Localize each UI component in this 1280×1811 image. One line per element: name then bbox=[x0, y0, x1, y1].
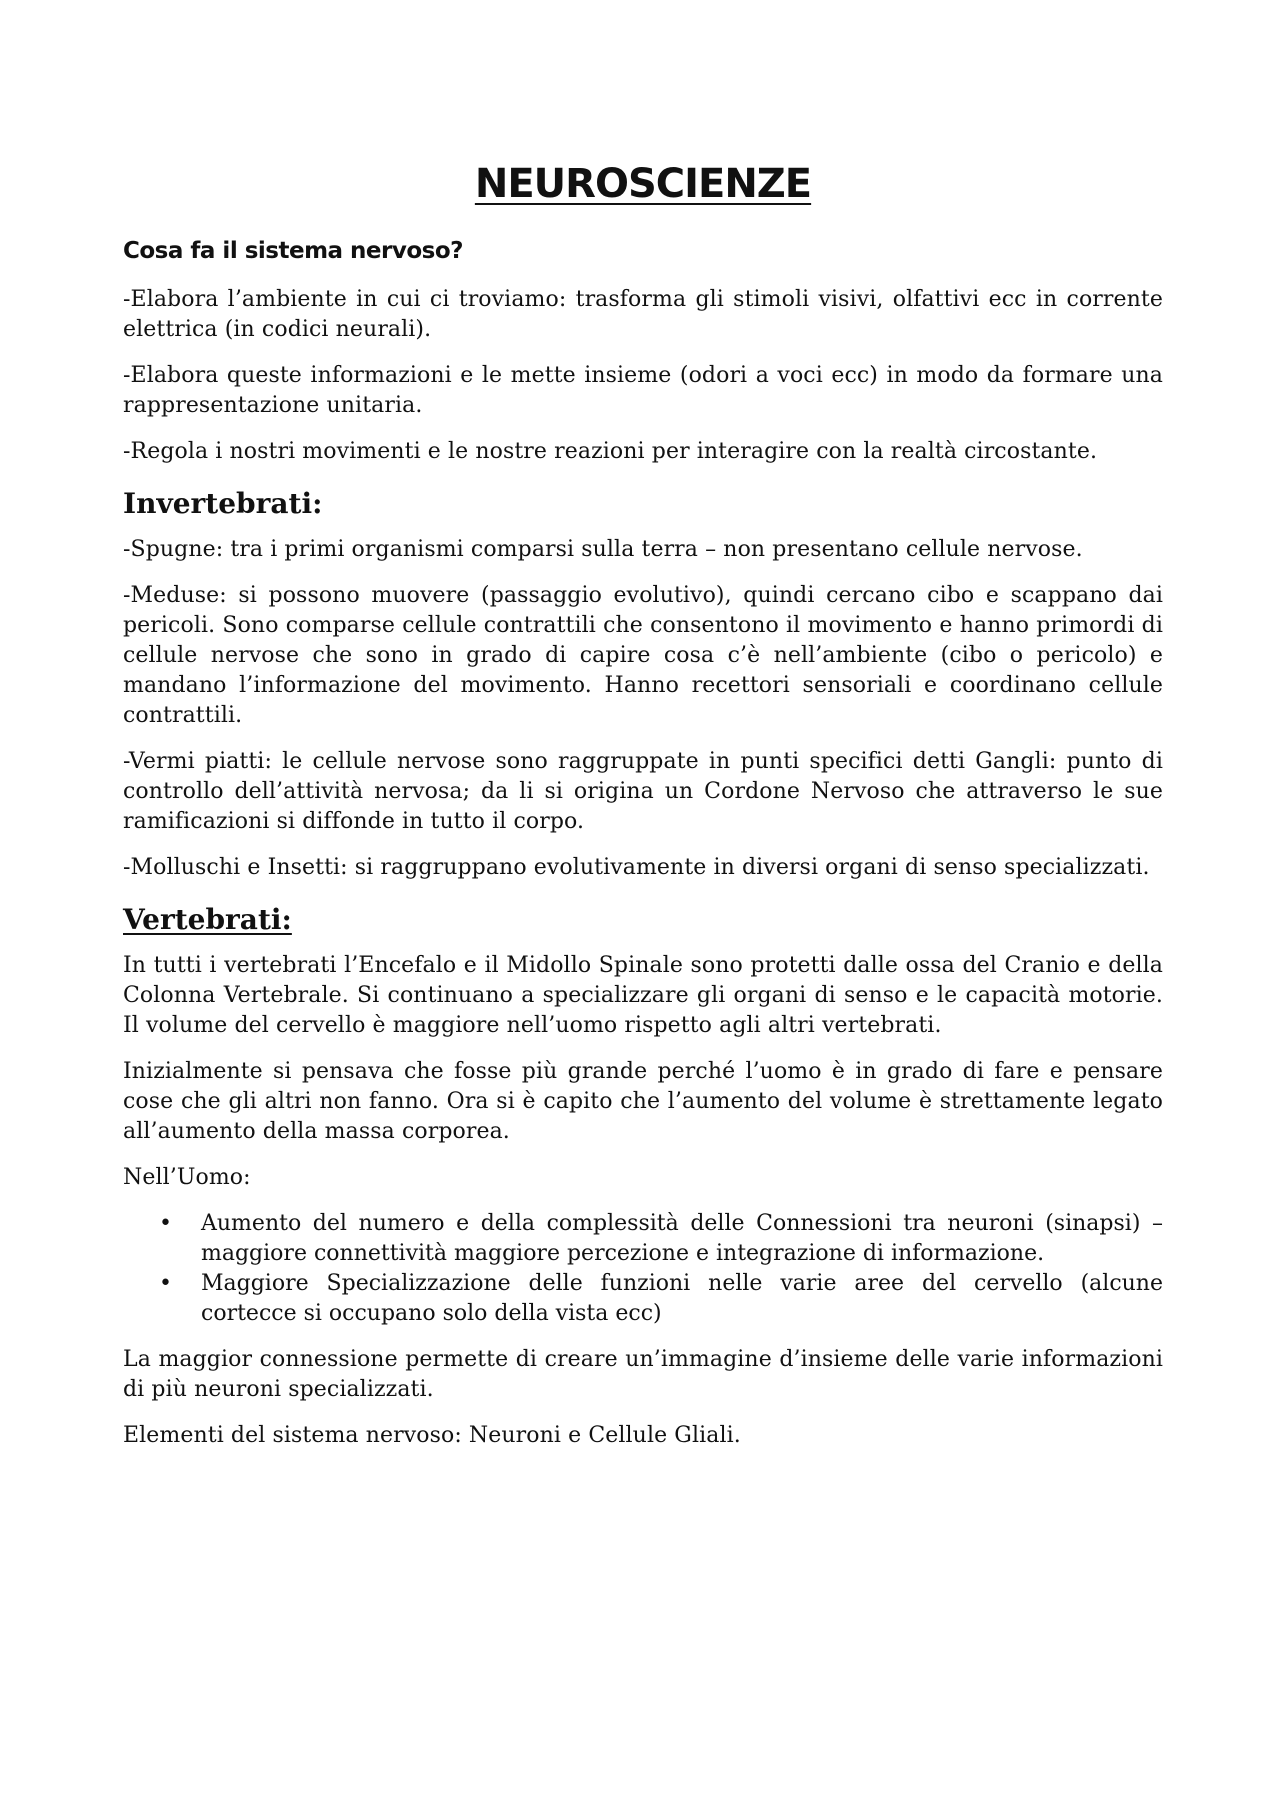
intro-paragraph-2: -Elabora queste informazioni e le mette insieme (odori a voci ecc) in modo da formare una rappresentazione unitaria. bbox=[123, 363, 1163, 418]
intro-paragraph-3: -Regola i nostri movimenti e le nostre reazioni per interagire con la realtà circostante. bbox=[123, 439, 1098, 464]
bullet-icon: • bbox=[159, 1271, 172, 1296]
invertebrati-paragraph-1: -Spugne: tra i primi organismi comparsi sulla terra – non presentano cellule nervose. bbox=[123, 537, 1083, 562]
invertebrati-paragraph-3: -Vermi piatti: le cellule nervose sono raggruppate in punti specifici detti Gangli: punto di controllo dell’attività nervosa; da li si origina un Cordone Nervoso che attraverso le sue ramificazioni si diffonde in tutto il corpo. bbox=[123, 749, 1163, 834]
vertebrati-paragraph-1: In tutti i vertebrati l’Encefalo e il Midollo Spinale sono protetti dalle ossa del Cranio e della Colonna Vertebrale. Si continuano a specializzare gli organi di senso e le capacità motorie. Il volume del cervello è maggiore nell’uomo rispetto agli altri vertebrati. bbox=[123, 953, 1163, 1038]
bullet-list bbox=[123, 1209, 1163, 1329]
document-body bbox=[123, 285, 1163, 1467]
list-item bbox=[159, 1269, 1163, 1329]
list-item bbox=[159, 1209, 1163, 1269]
invertebrati-paragraph-4: -Molluschi e Insetti: si raggruppano evolutivamente in diversi organi di senso specializzati. bbox=[123, 855, 1150, 880]
closing-paragraph-2: Elementi del sistema nervoso: Neuroni e Cellule Gliali. bbox=[123, 1423, 741, 1448]
section-heading-vertebrati: Vertebrati: bbox=[123, 903, 292, 936]
intro-paragraph-1: -Elabora l’ambiente in cui ci troviamo: trasforma gli stimoli visivi, olfattivi ecc in corrente elettrica (in codici neurali). bbox=[123, 287, 1163, 342]
vertebrati-paragraph-2: Inizialmente si pensava che fosse più grande perché l’uomo è in grado di fare e pensare cose che gli altri non fanno. Ora si è capito che l’aumento del volume è strettamente legato all’aumento della massa corporea. bbox=[123, 1059, 1163, 1144]
closing-paragraph-1: La maggior connessione permette di creare un’immagine d’insieme delle varie informazioni di più neuroni specializzati. bbox=[123, 1347, 1163, 1402]
invertebrati-paragraph-2: -Meduse: si possono muovere (passaggio evolutivo), quindi cercano cibo e scappano dai pericoli. Sono comparse cellule contrattili che consentono il movimento e hanno primordi di cellule nervose che sono in grado di capire cosa c’è nell’ambiente (cibo o pericolo) e mandano l’informazione del movimento. Hanno recettori sensoriali e coordinano cellule contrattili. bbox=[123, 583, 1163, 728]
list-item-text: Aumento del numero e della complessità delle Connessioni tra neuroni (sinapsi) – maggiore connettività maggiore percezione e integrazione di informazione. bbox=[201, 1211, 1163, 1266]
bullet-icon: • bbox=[159, 1211, 172, 1236]
section-heading-invertebrati: Invertebrati: bbox=[123, 487, 323, 520]
vertebrati-paragraph-3: Nell’Uomo: bbox=[123, 1165, 251, 1190]
list-item-text: Maggiore Specializzazione delle funzioni nelle varie aree del cervello (alcune cortecce si occupano solo della vista ecc) bbox=[201, 1271, 1163, 1326]
page-title: NEUROSCIENZE bbox=[474, 161, 812, 207]
subheading: Cosa fa il sistema nervoso? bbox=[123, 238, 464, 264]
